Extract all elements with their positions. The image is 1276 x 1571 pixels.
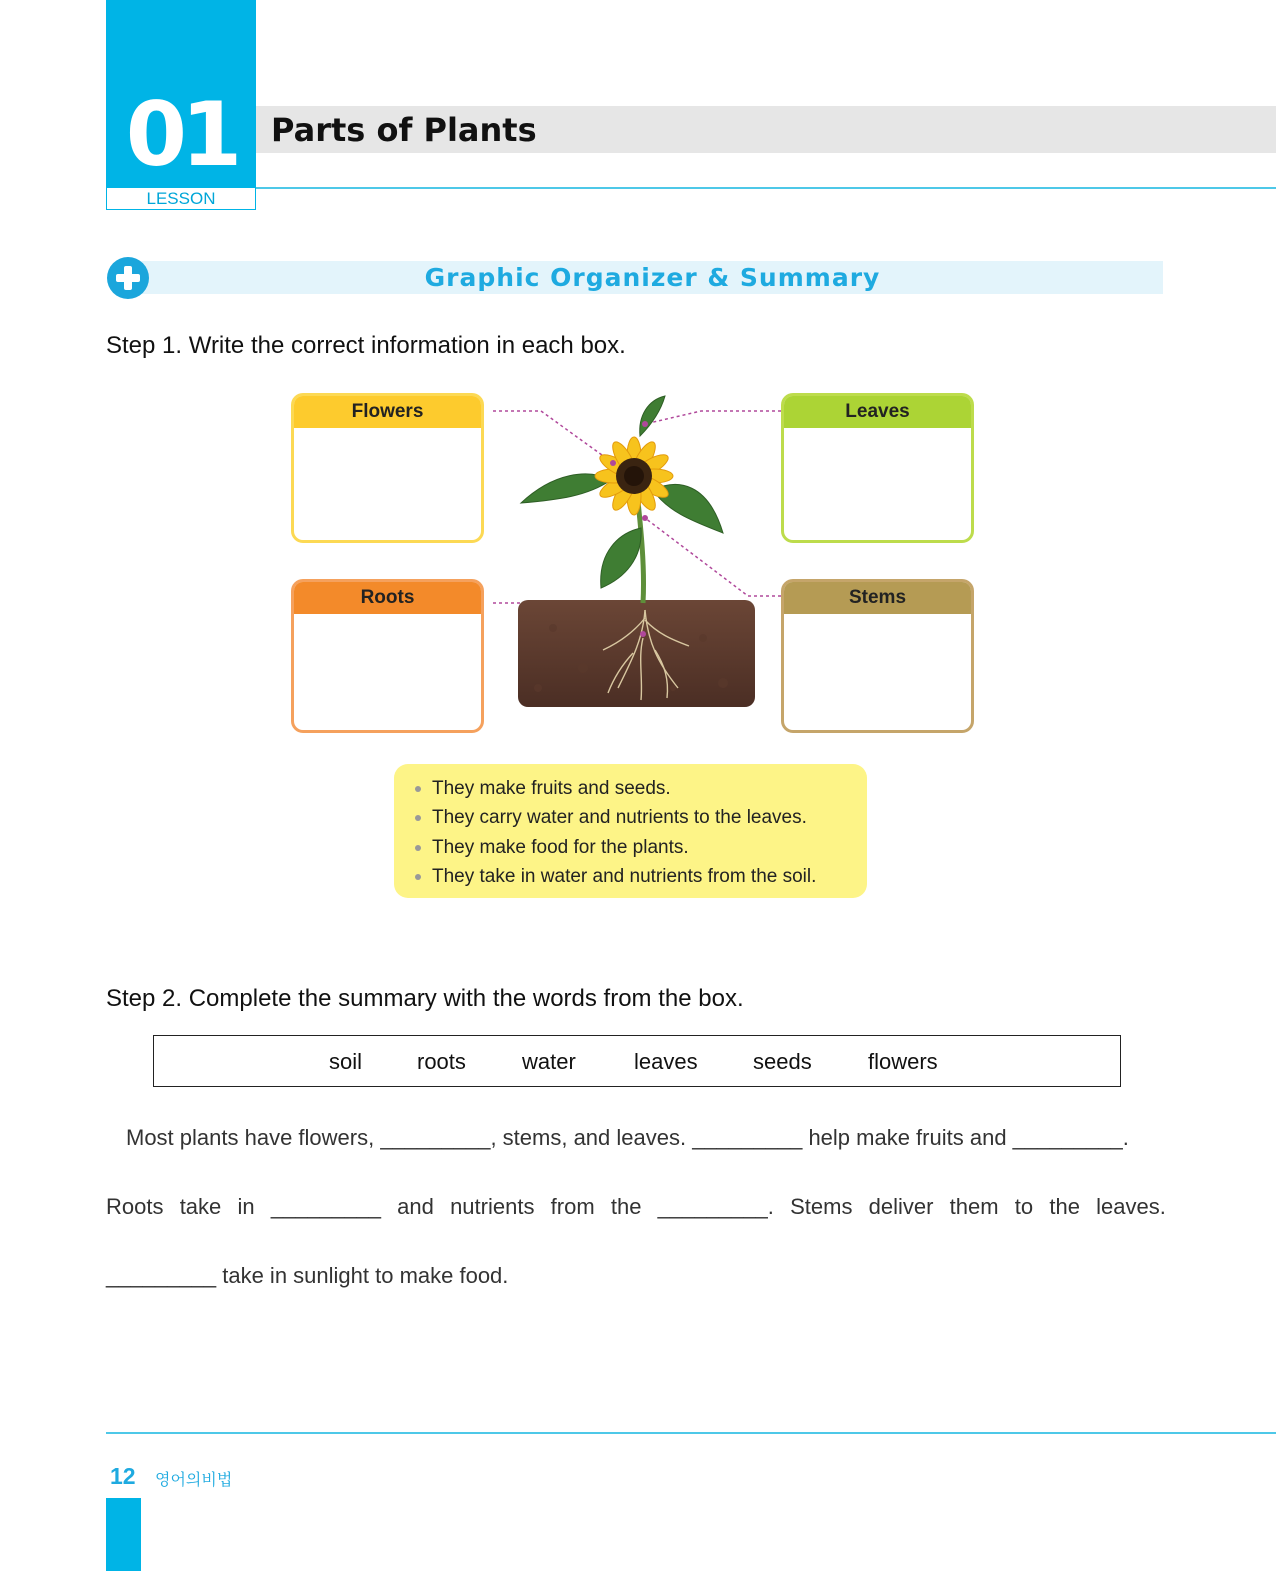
plus-circle-icon (107, 257, 149, 299)
leaves-answer-box[interactable] (781, 393, 974, 543)
summary-word: to (1014, 1194, 1034, 1219)
word-bank-item: leaves (634, 1049, 698, 1074)
roots-answer-box[interactable] (291, 579, 484, 733)
summary-line-3: _________ take in sunlight to make food. (106, 1263, 509, 1288)
summary-word: from (550, 1194, 595, 1219)
summary-word: leaves. (1096, 1194, 1166, 1219)
summary-word: the (610, 1194, 642, 1219)
step1-instruction: Step 1. Write the correct information in each box. (106, 332, 626, 359)
page-title: Parts of Plants (271, 111, 537, 149)
word-bank-item: water (522, 1049, 576, 1074)
summary-word: nutrients (450, 1194, 535, 1219)
word-bank-item: soil (329, 1049, 363, 1074)
info-item: They take in water and nutrients from the soil. (412, 862, 867, 891)
section-title: Graphic Organizer & Summary (424, 263, 881, 292)
summary-word: deliver (868, 1194, 934, 1219)
info-box (394, 764, 867, 898)
summary-word: take (179, 1194, 222, 1219)
summary-word: Stems (790, 1194, 853, 1219)
summary-word: in (237, 1194, 255, 1219)
word-bank-box (153, 1035, 1121, 1087)
leaves-label: Leaves (784, 396, 971, 428)
summary-word: and (397, 1194, 434, 1219)
stems-label: Stems (784, 582, 971, 614)
soil-block (518, 600, 755, 707)
lesson-label: LESSON (106, 188, 256, 210)
flowers-label: Flowers (294, 396, 481, 428)
header-divider (256, 187, 1276, 189)
summary-blank[interactable]: _________ (270, 1194, 381, 1219)
book-name: 영어의비법 (155, 1472, 233, 1489)
page-number: 12 (110, 1463, 136, 1489)
summary-line-2 (106, 1194, 1166, 1220)
summary-word: Roots (106, 1194, 164, 1219)
flower-drawing (595, 437, 673, 515)
lesson-number: 01 (125, 83, 237, 186)
summary-word: the (1049, 1194, 1080, 1219)
word-bank-item: flowers (868, 1049, 938, 1074)
summary-word: them (949, 1194, 999, 1219)
info-item: They make food for the plants. (412, 833, 867, 862)
sunflower-illustration (493, 388, 783, 718)
word-bank-item: seeds (753, 1049, 812, 1074)
stems-answer-box[interactable] (781, 579, 974, 733)
roots-label: Roots (294, 582, 481, 614)
footer-tab (106, 1498, 141, 1571)
word-bank-item: roots (417, 1049, 466, 1074)
flowers-answer-box[interactable] (291, 393, 484, 543)
summary-blank[interactable]: _________. (657, 1194, 774, 1219)
step2-instruction: Step 2. Complete the summary with the words from the box. (106, 985, 744, 1012)
summary-line-1: Most plants have flowers, _________, stems, and leaves. _________ help make fruits and _________. (126, 1125, 1129, 1150)
info-item: They make fruits and seeds. (412, 774, 867, 803)
info-item: They carry water and nutrients to the leaves. (412, 803, 867, 832)
footer-divider (106, 1432, 1276, 1434)
